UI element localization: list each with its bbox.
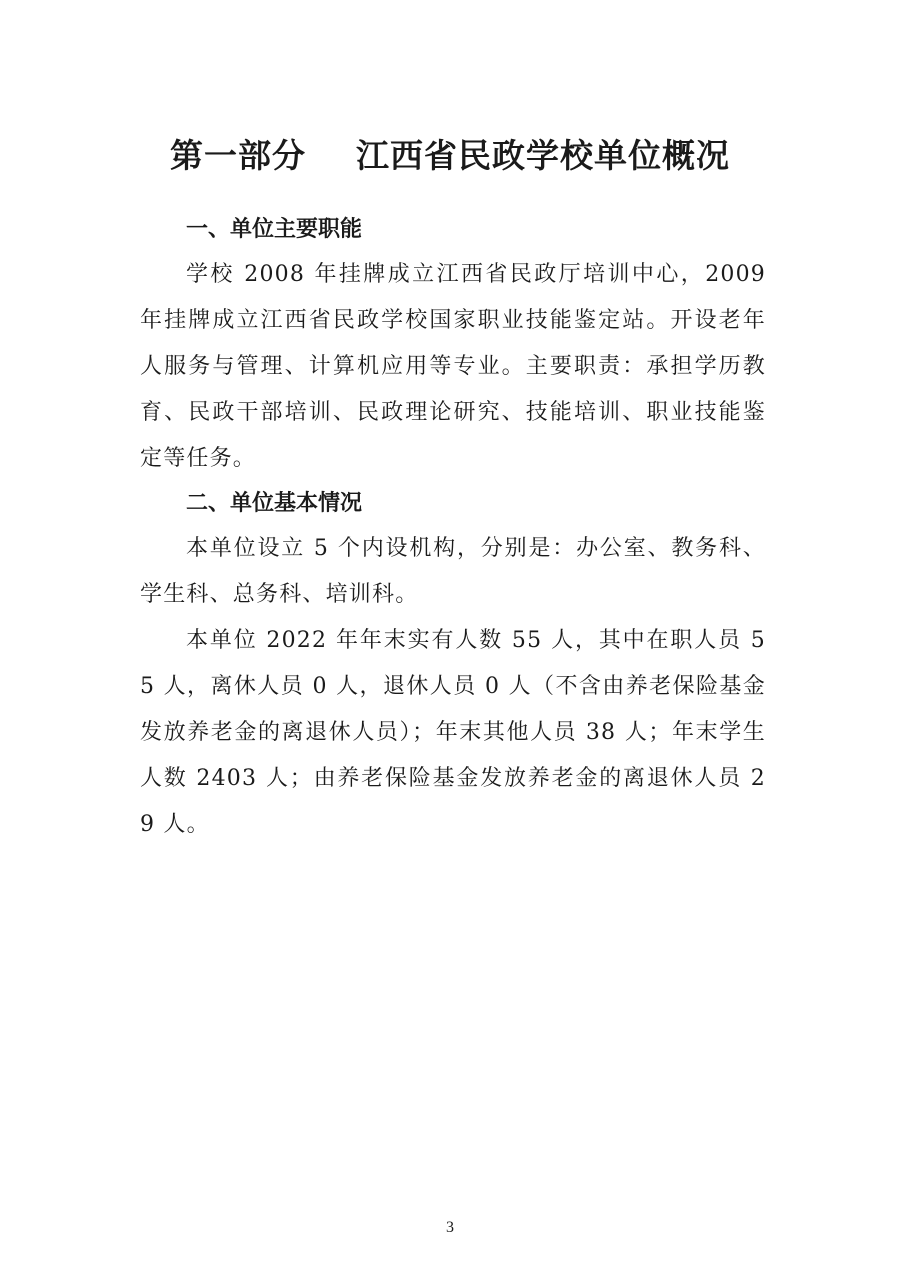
section-heading: 一、单位主要职能: [186, 217, 363, 242]
document-body: [140, 208, 766, 848]
section-heading: 二、单位基本情况: [186, 491, 363, 516]
section-basic-info: [140, 482, 766, 848]
page-title: 第一部分 江西省民政学校单位概况: [170, 136, 730, 176]
paragraph-staffing: 本单位 2022 年年末实有人数 55 人，其中在职人员 55 人，离休人员 0 人，退休人员 0 人（不含由养老保险基金发放养老金的离退休人员）；年末其他人员 38 人；年末学生人数 2403 人；由养老保险基金发放养老金的离退休人员 29 人。: [140, 628, 766, 837]
paragraph-departments: 本单位设立 5 个内设机构，分别是：办公室、教务科、学生科、总务科、培训科。: [140, 536, 766, 607]
section-main-functions: [140, 208, 766, 482]
paragraph-main-functions: 学校 2008 年挂牌成立江西省民政厅培训中心，2009 年挂牌成立江西省民政学校国家职业技能鉴定站。开设老年人服务与管理、计算机应用等专业。主要职责：承担学历教育、民政干部培训、民政理论研究、技能培训、职业技能鉴定等任务。: [140, 262, 766, 471]
page-number: 3: [446, 1219, 454, 1236]
